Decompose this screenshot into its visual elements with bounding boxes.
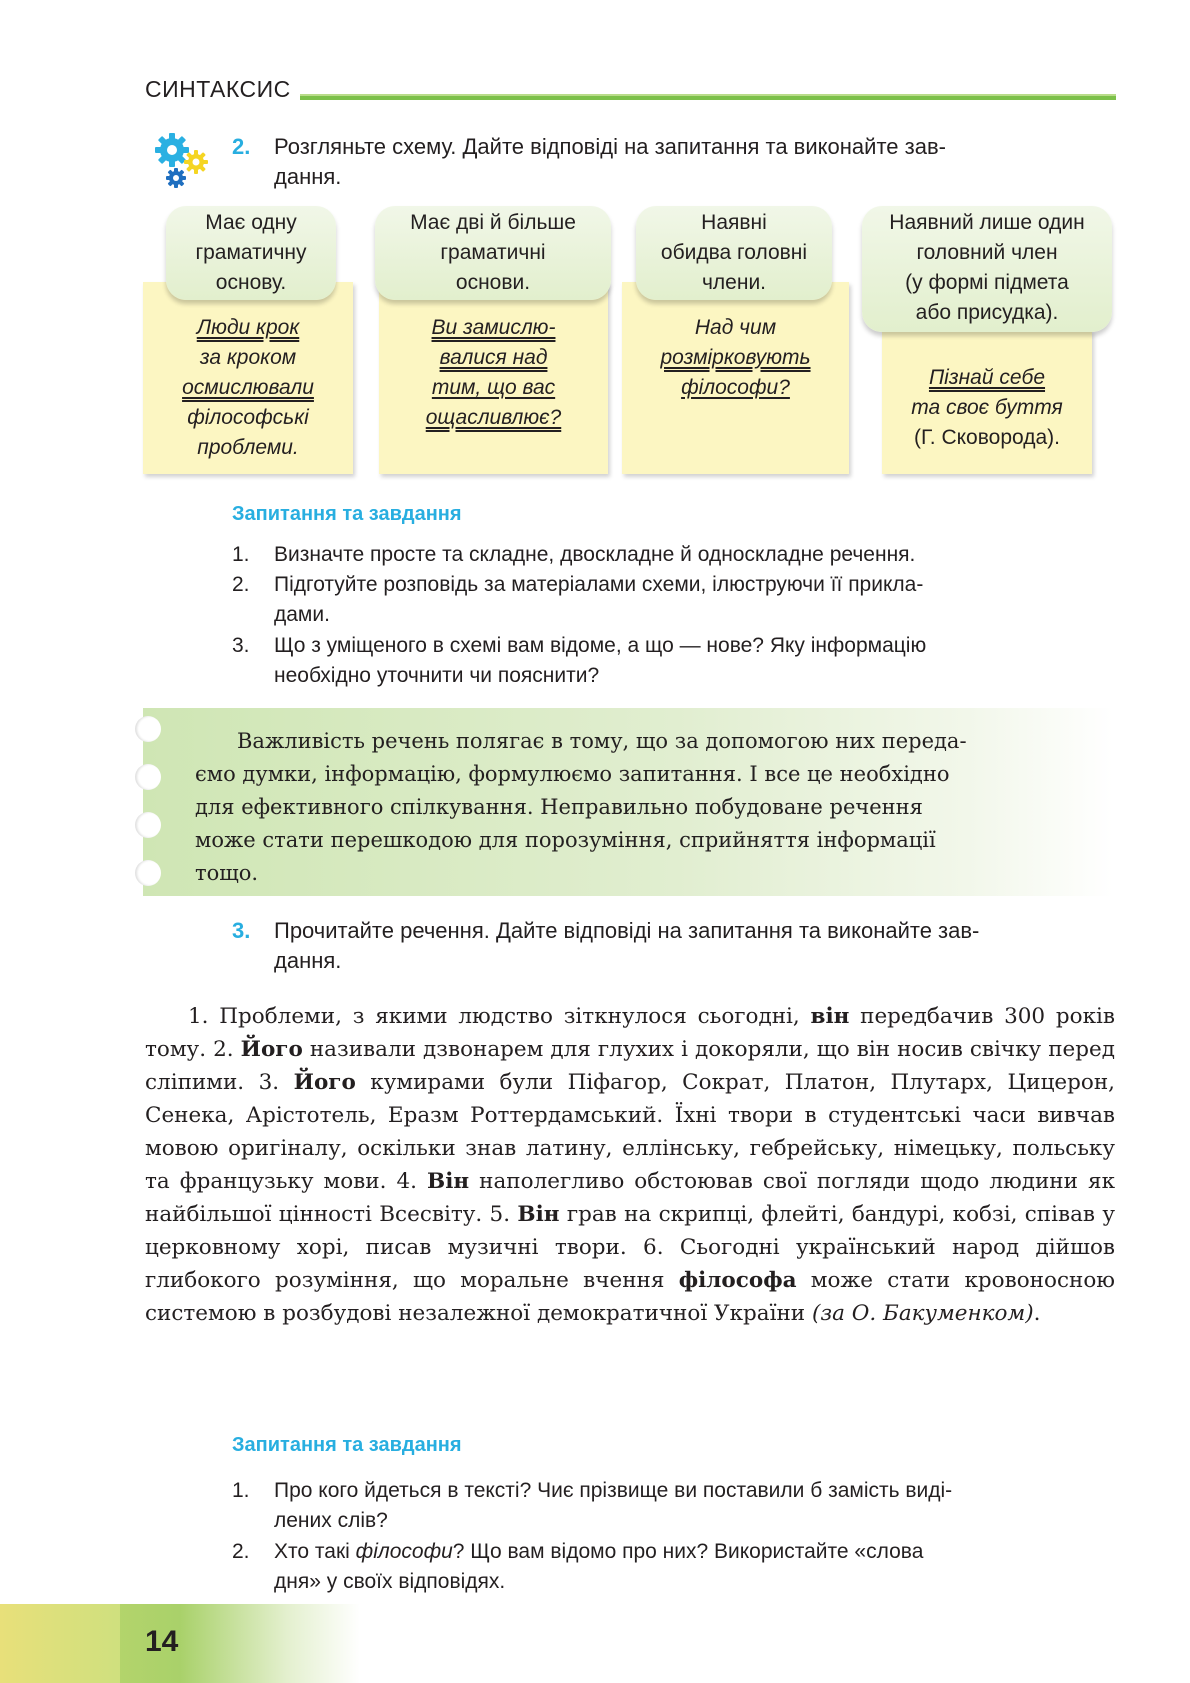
- scheme-caption-1: [166, 206, 336, 300]
- task-line: дання.: [274, 948, 342, 973]
- question-text: [274, 1537, 1116, 1597]
- scheme-caption-2: [375, 206, 611, 300]
- example-line: Пізнай себе: [928, 366, 1046, 389]
- example-text-3: [622, 313, 849, 403]
- example-text-1: [143, 313, 353, 463]
- task-line: дання.: [274, 164, 342, 189]
- binder-hole: [135, 812, 161, 838]
- caption-line: (у формі підмета: [905, 271, 1069, 294]
- caption-line: Має дві й більше: [410, 211, 576, 234]
- banner-line: для ефективного спілкування. Неправильно побудоване речення: [195, 795, 923, 819]
- header-rule: [300, 94, 1116, 100]
- question-text: [274, 631, 1116, 691]
- highlighted-word: Він: [427, 1169, 470, 1194]
- highlighted-word: Його: [240, 1037, 303, 1062]
- section-title: СИНТАКСИС: [145, 76, 291, 102]
- binder-hole: [135, 716, 161, 742]
- question-line: Визначте просте та складне, двоскладне й односкладне речення.: [274, 543, 916, 566]
- question-number: 3.: [232, 634, 250, 657]
- text-run: 1. Проблеми, з якими людство зіткнулося сьогодні,: [188, 1004, 811, 1029]
- example-line: тим, що вас: [431, 376, 556, 399]
- task-line: Розгляньте схему. Дайте відповіді на запитання та виконайте зав-: [274, 134, 946, 159]
- example-line: Над чим: [694, 316, 777, 339]
- caption-line: граматичні: [440, 241, 546, 264]
- banner-line: Важливість речень полягає в тому, що за допомогою них переда-: [237, 729, 967, 753]
- example-line: валися над: [439, 346, 548, 369]
- task-instruction: [274, 132, 1116, 192]
- question-number: 2.: [232, 573, 250, 596]
- caption-line: головний член: [916, 241, 1058, 264]
- example-line: ощасливлює?: [425, 406, 562, 429]
- question-number: 1.: [232, 1479, 250, 1502]
- highlighted-word: філософа: [678, 1268, 797, 1293]
- question-line: дня» у своїх відповідях.: [274, 1570, 506, 1593]
- question-line: [274, 1537, 1116, 1567]
- predicate: розмірковують: [660, 346, 811, 369]
- task-number: 2.: [232, 134, 251, 159]
- question-line: необхідно уточнити чи пояснити?: [274, 664, 600, 687]
- question-text: [274, 540, 1116, 570]
- question-number: 1.: [232, 543, 250, 566]
- text-run: .: [1033, 1301, 1041, 1326]
- question-text: [274, 570, 1116, 630]
- question-line: лених слів?: [274, 1509, 388, 1532]
- caption-line: Наявні: [701, 211, 767, 234]
- subject: Люди крок: [196, 316, 300, 339]
- highlighted-word: він: [810, 1004, 850, 1029]
- gears-icon: [150, 130, 220, 192]
- predicate: осмислювали: [182, 376, 314, 399]
- emphasized-word: філософи: [355, 1540, 453, 1563]
- text-run: грав на скрипці, флейті, бандурі, кобзі, співав у церковному хорі, писав музичні твори. 6. Сьогодні український народ дійшов глибокого розуміння, що моральне вчення: [145, 1202, 1116, 1293]
- highlighted-word: Його: [293, 1070, 356, 1095]
- binder-hole: [135, 764, 161, 790]
- caption-line: обидва головні: [660, 241, 808, 264]
- task-number: 3.: [232, 918, 251, 943]
- caption-line: основи.: [455, 271, 531, 294]
- question-number: 2.: [232, 1540, 250, 1563]
- caption-line: основу.: [215, 271, 287, 294]
- caption-line: або присудка).: [915, 301, 1059, 324]
- banner-text: [195, 725, 1095, 890]
- caption-line: Наявний лише один: [889, 211, 1085, 234]
- highlighted-word: Він: [517, 1202, 560, 1227]
- text-source: (за О. Бакуменком): [811, 1301, 1034, 1326]
- scheme-caption-4: [862, 206, 1112, 332]
- reading-text: [145, 1000, 1115, 1330]
- example-line: за кроком: [199, 346, 297, 369]
- text-run: ? Що вам відомо про них? Використайте «слова: [452, 1540, 924, 1563]
- example-text-4: [882, 363, 1092, 453]
- binder-hole: [135, 860, 161, 886]
- example-line: філософські: [187, 406, 309, 429]
- text-run: передбачив 300 років тому. 2.: [145, 1004, 1115, 1062]
- task-instruction: [274, 916, 1116, 976]
- caption-line: члени.: [701, 271, 767, 294]
- text-run: наполегливо обстоював свої погляди щодо людини як найбільшої цінності Всесвіту. 5.: [145, 1169, 1116, 1227]
- question-line: дами.: [274, 603, 330, 626]
- example-source: (Г. Сковорода).: [914, 426, 1060, 449]
- page-number: 14: [145, 1625, 179, 1658]
- text-run: кумирами були Піфагор, Сократ, Платон, Плутарх, Цицерон, Сенека, Арістотель, Еразм Роттердамський. Їхні твори в студентські часи вивчав мовою оригіналу, оскільки знав латину, еллінську, гебрейську, німецьку, польську та французьку мови. 4.: [145, 1070, 1116, 1194]
- question-text: [274, 1476, 1116, 1536]
- task-line: Прочитайте речення. Дайте відповіді на запитання та виконайте зав-: [274, 918, 980, 943]
- banner-line: ємо думки, інформацію, формулюємо запитання. І все це необхідно: [195, 762, 950, 786]
- example-line: та своє буття: [911, 396, 1063, 419]
- banner-line: тощо.: [195, 861, 259, 885]
- example-line: проблеми.: [197, 436, 299, 459]
- questions-heading: Запитання та завдання: [232, 1434, 462, 1456]
- caption-line: Має одну: [205, 211, 297, 234]
- question-line: Що з уміщеного в схемі вам відоме, а що — нове? Яку інформацію: [274, 634, 927, 657]
- caption-line: граматичну: [195, 241, 307, 264]
- question-line: Підготуйте розповідь за матеріалами схеми, ілюструючи її прикла-: [274, 573, 924, 596]
- banner-line: може стати перешкодою для порозуміння, сприйняття інформації: [195, 828, 936, 852]
- text-run: Хто такі: [274, 1540, 356, 1563]
- text-run: може стати кровоносною системою в розбудові незалежної демократичної України: [145, 1268, 1115, 1326]
- footer-tab: [0, 1604, 120, 1683]
- example-line: Ви замислю-: [431, 316, 556, 339]
- text-run: називали дзвонарем для глухих і докоряли, що він носив свічку перед сліпими. 3.: [145, 1037, 1115, 1095]
- scheme-caption-3: [636, 206, 832, 300]
- example-text-2: [379, 313, 608, 433]
- subject: філософи?: [681, 376, 790, 399]
- questions-heading: Запитання та завдання: [232, 503, 462, 525]
- question-line: Про кого йдеться в тексті? Чиє прізвище ви поставили б замість виді-: [274, 1479, 953, 1502]
